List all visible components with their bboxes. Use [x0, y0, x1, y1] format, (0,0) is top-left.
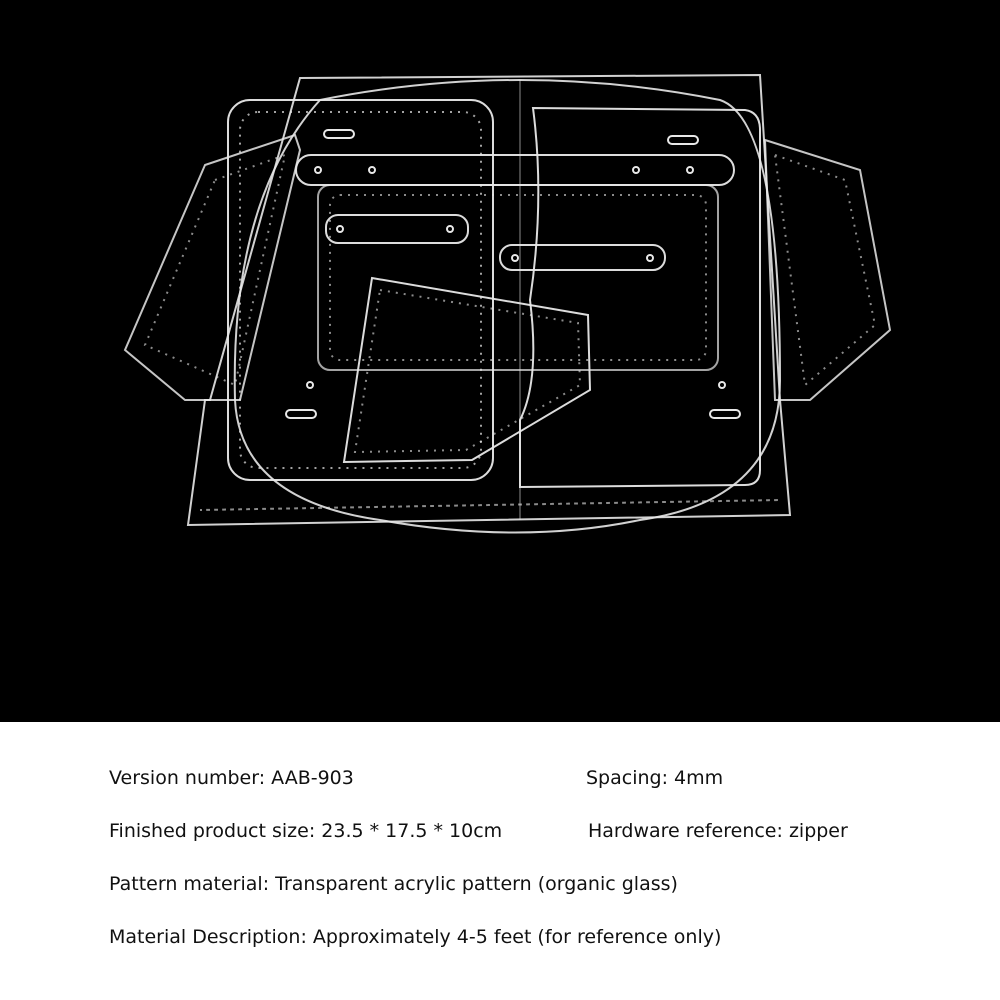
slot-hole — [668, 136, 698, 144]
rivet-hole — [369, 167, 375, 173]
pattern-piece-base — [188, 75, 790, 525]
rivet-hole — [687, 167, 693, 173]
slot-hole — [286, 410, 316, 418]
specifications-panel — [0, 722, 1000, 1000]
rivet-hole — [315, 167, 321, 173]
rivet-hole — [307, 382, 313, 388]
pattern-piece-right-wing — [765, 140, 890, 400]
finished-product-size: Finished product size: 23.5 * 17.5 * 10cm — [109, 820, 503, 842]
hardware-reference: Hardware reference: zipper — [588, 820, 848, 842]
pattern-piece-pocket — [318, 185, 718, 370]
version-number: Version number: AAB-903 — [109, 767, 354, 789]
rivet-hole — [447, 226, 453, 232]
rivet-hole — [647, 255, 653, 261]
rivet-hole — [512, 255, 518, 261]
slot-hole — [324, 130, 354, 138]
spacing: Spacing: 4mm — [586, 767, 724, 789]
pattern-piece-short-strap-right — [500, 245, 665, 270]
slot-hole — [710, 410, 740, 418]
pattern-piece-long-strap — [296, 155, 734, 185]
rivet-hole — [719, 382, 725, 388]
material-description: Material Description: Approximately 4-5 feet (for reference only) — [109, 926, 722, 948]
pattern-piece-rounded-body — [235, 80, 780, 533]
rivet-hole — [633, 167, 639, 173]
pattern-piece-right-front — [520, 108, 760, 487]
rivet-hole — [337, 226, 343, 232]
pattern-material: Pattern material: Transparent acrylic pattern (organic glass) — [109, 873, 678, 895]
pattern-piece-left-front — [228, 100, 493, 480]
